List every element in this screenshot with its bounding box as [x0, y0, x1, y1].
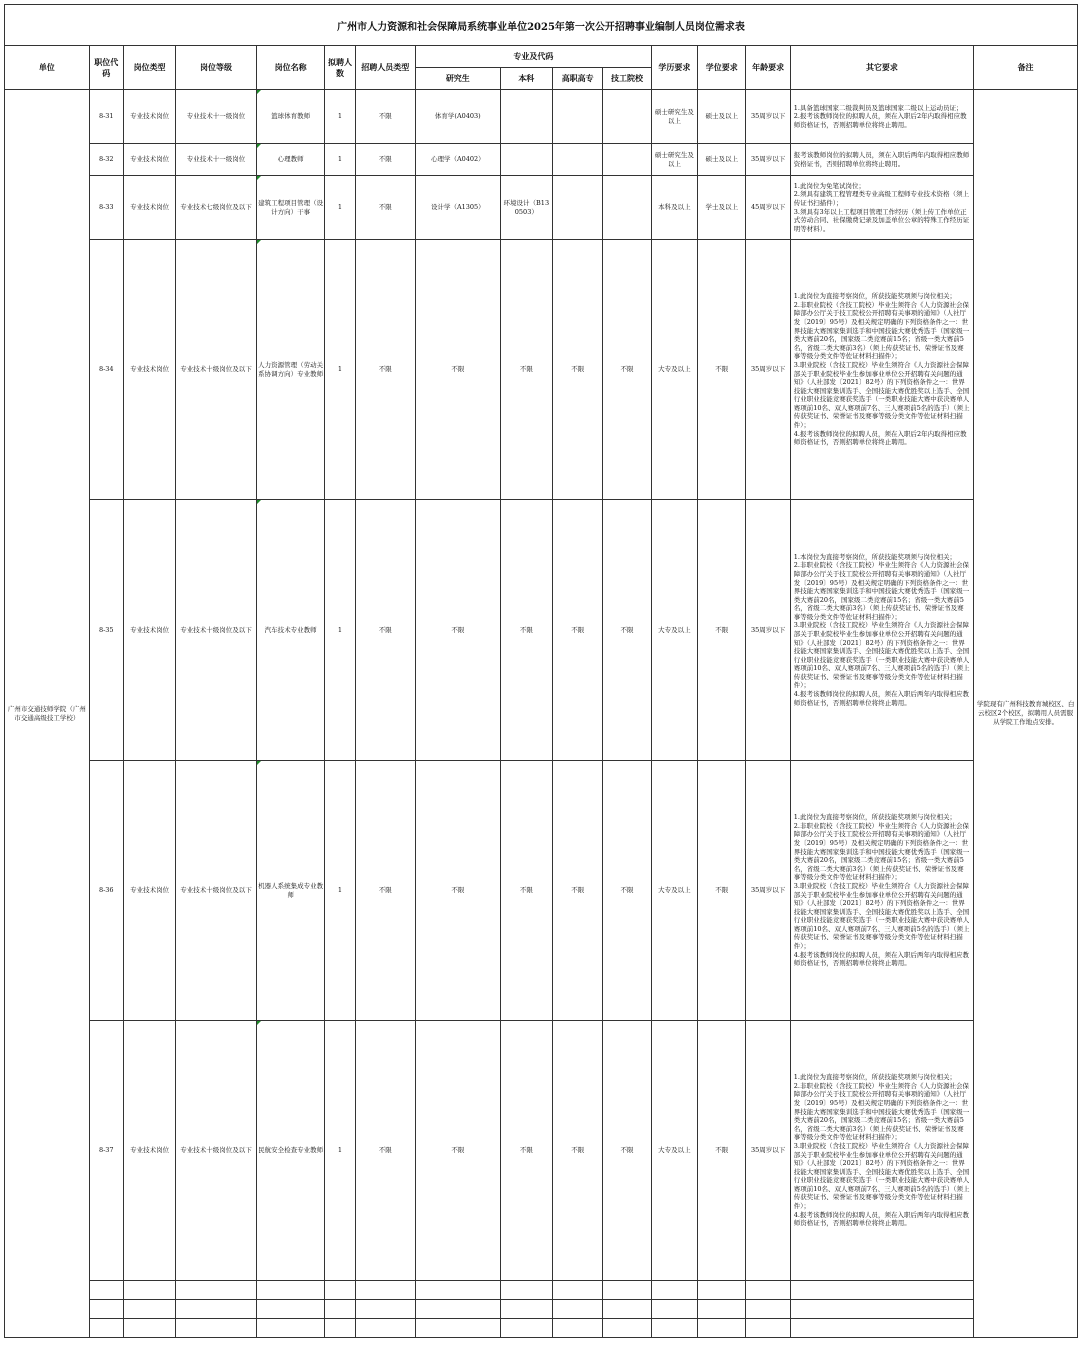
grad-cell: 不限 [416, 761, 501, 1021]
requirements-cell [790, 240, 973, 500]
techschool-cell: 不限 [603, 761, 651, 1021]
level-cell: 专业技术十一级岗位 [176, 90, 257, 144]
header-row [5, 46, 1078, 68]
requirement-line: 4.报考该教师岗位的拟聘人员，须在入职后两年内取得相应教师资格证书，否则招聘单位将终止聘用。 [793, 1210, 969, 1228]
requirement-line: 1.此岗位为免笔试岗位； [793, 181, 865, 190]
header-name: 岗位名称 [256, 46, 325, 90]
requirement-line: 2.非职业院校（含技工院校）毕业生须符合《人力资源社会保障部办公厅关于技工院校公开招聘有关事项的通知》（人社厅发〔2019〕95号）及相关规定明确的下列资格条件之一：世界技能大赛国家集训选手和中国技能大赛优秀选手（国家级一类大赛前20名，国家级二类竞赛前15名；省级一类大赛前5名，省级二类大赛前3名）（须上传获奖证书、荣誉证书及赛事等级分类文件等佐证材料扫描件）； [793, 300, 970, 361]
techschool-cell: 不限 [603, 240, 651, 500]
target-cell: 不限 [355, 500, 415, 761]
header-degree: 学位要求 [698, 46, 746, 90]
grad-cell: 心理学（A0402） [416, 144, 501, 176]
age-cell: 35周岁以下 [746, 1021, 790, 1281]
requirements-cell [790, 176, 973, 240]
table-row [5, 144, 1078, 176]
empty-row [5, 1319, 1078, 1338]
requirement-line: 4.报考该教师岗位的拟聘人员，须在入职后两年内取得相应教师资格证书，否则招聘单位将终止聘用。 [793, 950, 969, 968]
level-cell: 专业技术十级岗位及以下 [176, 500, 257, 761]
age-cell: 35周岁以下 [746, 90, 790, 144]
level-cell: 专业技术十级岗位及以下 [176, 1021, 257, 1281]
requirement-line: 1.本岗位为直接考察岗位，所获技能奖项须与岗位相关； [793, 552, 956, 561]
vocational-cell [553, 176, 603, 240]
requirement-line: 2.须具有建筑工程管理类专业高级工程师专业技术资格（须上传证书扫描件）； [793, 190, 969, 207]
requirement-line: 3.职业院校（含技工院校）毕业生须符合《人力资源社会保障部关于职业院校毕业生参加事业单位公开招聘有关问题的通知》（人社部发〔2021〕82号）的下列资格条件之一：世界技能大赛国家集训选手、全国技能大赛优胜奖以上选手、全国行业职业技能竞赛获奖选手（一类职业技能大赛中获决赛单人赛项前10名、双人赛项前7名、三人赛项前5名的选手）（须上传获奖证书、荣誉证书及赛事等级分类文件等佐证材料扫描件）； [793, 360, 970, 429]
header-count: 拟聘人数 [325, 46, 355, 90]
age-cell: 45周岁以下 [746, 176, 790, 240]
techschool-cell [603, 144, 651, 176]
target-cell: 不限 [355, 90, 415, 144]
level-cell: 专业技术十级岗位及以下 [176, 240, 257, 500]
edu-cell: 大专及以上 [651, 761, 697, 1021]
document-page [4, 4, 1078, 1338]
requirement-line: 1.此岗位为直接考察岗位，所获技能奖项须与岗位相关； [793, 813, 956, 822]
type-cell: 专业技术岗位 [123, 1021, 175, 1281]
name-cell: 民航安全检查专业教师 [256, 1021, 325, 1281]
header-undergrad: 本科 [500, 68, 552, 90]
empty-row [5, 1281, 1078, 1300]
requirement-line: 3.须具有3年以上工程项目管理工作经历（须上传工作单位正式劳动合同、社保缴费记录及加盖单位公章的特殊工作经历证明等材料）。 [793, 207, 970, 233]
degree-cell: 不限 [698, 1021, 746, 1281]
grad-cell: 不限 [416, 500, 501, 761]
name-cell: 汽车技术专业教师 [256, 500, 325, 761]
age-cell: 35周岁以下 [746, 500, 790, 761]
header-age: 年龄要求 [746, 46, 790, 90]
count-cell: 1 [325, 240, 355, 500]
requirement-line: 1.此岗位为直接考察岗位，所获技能奖项须与岗位相关； [793, 1073, 956, 1082]
unit-cell: 广州市交通技师学院（广州市交通高级技工学校） [5, 90, 90, 1338]
table-row [5, 761, 1078, 1021]
requirement-line: 2.非职业院校（含技工院校）毕业生须符合《人力资源社会保障部办公厅关于技工院校公开招聘有关事项的通知》（人社厅发〔2019〕95号）及相关规定明确的下列资格条件之一：世界技能大赛国家集训选手和中国技能大赛优秀选手（国家级一类大赛前20名，国家级二类竞赛前15名；省级一类大赛前5名，省级二类大赛前3名）（须上传获奖证书、荣誉证书及赛事等级分类文件等佐证材料扫描件）； [793, 821, 970, 882]
undergrad-cell: 不限 [500, 240, 552, 500]
degree-cell: 学士及以上 [698, 176, 746, 240]
grad-cell: 不限 [416, 1021, 501, 1281]
techschool-cell [603, 90, 651, 144]
count-cell: 1 [325, 761, 355, 1021]
header-level: 岗位等级 [176, 46, 257, 90]
target-cell: 不限 [355, 144, 415, 176]
code-cell: 8-37 [89, 1021, 123, 1281]
target-cell: 不限 [355, 761, 415, 1021]
techschool-cell: 不限 [603, 500, 651, 761]
requirement-line: 4.报考该教师岗位的拟聘人员，须在入职后2年内取得相应教师资格证书，否则招聘单位将终止聘用。 [793, 429, 967, 447]
level-cell: 专业技术七级岗位及以下 [176, 176, 257, 240]
target-cell: 不限 [355, 176, 415, 240]
code-cell: 8-35 [89, 500, 123, 761]
edu-cell: 本科及以上 [651, 176, 697, 240]
table-row [5, 240, 1078, 500]
table-row [5, 176, 1078, 240]
target-cell: 不限 [355, 1021, 415, 1281]
undergrad-cell: 环境设计（B130503） [500, 176, 552, 240]
code-cell: 8-32 [89, 144, 123, 176]
count-cell: 1 [325, 500, 355, 761]
vocational-cell: 不限 [553, 1021, 603, 1281]
remark-cell: 学院现有广州科技教育城校区、白云校区2个校区，拟聘用人员需服从学院工作地点安排。 [974, 90, 1078, 1338]
undergrad-cell: 不限 [500, 761, 552, 1021]
vocational-cell [553, 90, 603, 144]
requirement-line: 3.职业院校（含技工院校）毕业生须符合《人力资源社会保障部关于职业院校毕业生参加事业单位公开招聘有关问题的通知》（人社部发〔2021〕82号）的下列资格条件之一：世界技能大赛国家集训选手、全国技能大赛优胜奖以上选手、全国行业职业技能竞赛获奖选手（一类职业技能大赛中获决赛单人赛项前10名、双人赛项前7名、三人赛项前5名的选手）（须上传获奖证书、荣誉证书及赛事等级分类文件等佐证材料扫描件）； [793, 1141, 970, 1210]
requirement-line: 3.职业院校（含技工院校）毕业生须符合《人力资源社会保障部关于职业院校毕业生参加事业单位公开招聘有关问题的通知》（人社部发〔2021〕82号）的下列资格条件之一：世界技能大赛国家集训选手、全国技能大赛优胜奖以上选手、全国行业职业技能竞赛获奖选手（一类职业技能大赛中获决赛单人赛项前10名、双人赛项前7名、三人赛项前5名的选手）（须上传获奖证书、荣誉证书及赛事等级分类文件等佐证材料扫描件）； [793, 621, 970, 690]
undergrad-cell [500, 90, 552, 144]
edu-cell: 大专及以上 [651, 1021, 697, 1281]
code-cell: 8-36 [89, 761, 123, 1021]
code-cell: 8-31 [89, 90, 123, 144]
target-cell: 不限 [355, 240, 415, 500]
header-other: 其它要求 [790, 46, 973, 90]
degree-cell: 不限 [698, 761, 746, 1021]
empty-row [5, 1300, 1078, 1319]
degree-cell: 不限 [698, 500, 746, 761]
age-cell: 35周岁以下 [746, 240, 790, 500]
techschool-cell [603, 176, 651, 240]
type-cell: 专业技术岗位 [123, 144, 175, 176]
requirements-cell [790, 1021, 973, 1281]
vocational-cell: 不限 [553, 240, 603, 500]
age-cell: 35周岁以下 [746, 144, 790, 176]
header-remark: 备注 [974, 46, 1078, 90]
count-cell: 1 [325, 1021, 355, 1281]
name-cell: 心理教师 [256, 144, 325, 176]
requirement-line: 2.非职业院校（含技工院校）毕业生须符合《人力资源社会保障部办公厅关于技工院校公开招聘有关事项的通知》（人社厅发〔2019〕95号）及相关规定明确的下列资格条件之一：世界技能大赛国家集训选手和中国技能大赛优秀选手（国家级一类大赛前20名，国家级二类竞赛前15名；省级一类大赛前5名，省级二类大赛前3名）（须上传获奖证书、荣誉证书及赛事等级分类文件等佐证材料扫描件）； [793, 561, 970, 621]
type-cell: 专业技术岗位 [123, 761, 175, 1021]
edu-cell: 硕士研究生及以上 [651, 90, 697, 144]
table-row [5, 1021, 1078, 1281]
requirements-cell [790, 144, 973, 176]
header-type: 岗位类型 [123, 46, 175, 90]
edu-cell: 大专及以上 [651, 240, 697, 500]
requirement-line: 3.职业院校（含技工院校）毕业生须符合《人力资源社会保障部关于职业院校毕业生参加事业单位公开招聘有关问题的通知》（人社部发〔2021〕82号）的下列资格条件之一：世界技能大赛国家集训选手、全国技能大赛优胜奖以上选手、全国行业职业技能竞赛获奖选手（一类职业技能大赛中获决赛单人赛项前10名、双人赛项前7名、三人赛项前5名的选手）（须上传获奖证书、荣誉证书及赛事等级分类文件等佐证材料扫描件）； [793, 881, 970, 950]
edu-cell: 大专及以上 [651, 500, 697, 761]
type-cell: 专业技术岗位 [123, 176, 175, 240]
undergrad-cell: 不限 [500, 1021, 552, 1281]
grad-cell: 设计学（A1305） [416, 176, 501, 240]
undergrad-cell [500, 144, 552, 176]
vocational-cell: 不限 [553, 500, 603, 761]
requirement-line: 4.报考该教师岗位的拟聘人员，须在入职后两年内取得相应教师资格证书，否则招聘单位将终止聘用。 [793, 690, 969, 707]
undergrad-cell: 不限 [500, 500, 552, 761]
page-title: 广州市人力资源和社会保障局系统事业单位2025年第一次公开招聘事业编制人员岗位需求表 [4, 4, 1078, 45]
header-vocational: 高职高专 [553, 68, 603, 90]
grad-cell: 体育学(A0403) [416, 90, 501, 144]
requirement-line: 2.非职业院校（含技工院校）毕业生须符合《人力资源社会保障部办公厅关于技工院校公开招聘有关事项的通知》（人社厅发〔2019〕95号）及相关规定明确的下列资格条件之一：世界技能大赛国家集训选手和中国技能大赛优秀选手（国家级一类大赛前20名，国家级二类竞赛前15名；省级一类大赛前5名，省级二类大赛前3名）（须上传获奖证书、荣誉证书及赛事等级分类文件等佐证材料扫描件）； [793, 1081, 970, 1142]
name-cell: 建筑工程项目管理（设计方向）干事 [256, 176, 325, 240]
count-cell: 1 [325, 144, 355, 176]
requirement-line: 2.报考该教师岗位的拟聘人员，须在入职后2年内取得相应教师资格证书，否则招聘单位将终止聘用。 [793, 112, 967, 129]
degree-cell: 硕士及以上 [698, 144, 746, 176]
type-cell: 专业技术岗位 [123, 90, 175, 144]
vocational-cell [553, 144, 603, 176]
requirements-cell [790, 761, 973, 1021]
edu-cell: 硕士研究生及以上 [651, 144, 697, 176]
requirements-cell [790, 90, 973, 144]
position-table [4, 45, 1078, 1338]
degree-cell: 不限 [698, 240, 746, 500]
header-major-group: 专业及代码 [416, 46, 652, 68]
degree-cell: 硕士及以上 [698, 90, 746, 144]
level-cell: 专业技术十一级岗位 [176, 144, 257, 176]
name-cell: 人力资源管理（劳动关系协调方向）专业教师 [256, 240, 325, 500]
header-unit: 单位 [5, 46, 90, 90]
header-edu: 学历要求 [651, 46, 697, 90]
age-cell: 35周岁以下 [746, 761, 790, 1021]
count-cell: 1 [325, 90, 355, 144]
level-cell: 专业技术十级岗位及以下 [176, 761, 257, 1021]
code-cell: 8-34 [89, 240, 123, 500]
requirement-line: 1.具备篮球国家二级裁判员及篮球国家二级以上运动员证； [793, 103, 963, 112]
grad-cell: 不限 [416, 240, 501, 500]
header-target: 招聘人员类型 [355, 46, 415, 90]
code-cell: 8-33 [89, 176, 123, 240]
header-grad: 研究生 [416, 68, 501, 90]
techschool-cell: 不限 [603, 1021, 651, 1281]
vocational-cell: 不限 [553, 761, 603, 1021]
requirements-cell [790, 500, 973, 761]
requirement-line: 1.此岗位为直接考察岗位，所获技能奖项须与岗位相关； [793, 292, 956, 301]
table-row [5, 90, 1078, 144]
type-cell: 专业技术岗位 [123, 500, 175, 761]
header-techschool: 技工院校 [603, 68, 651, 90]
table-row [5, 500, 1078, 761]
name-cell: 篮球体育教师 [256, 90, 325, 144]
type-cell: 专业技术岗位 [123, 240, 175, 500]
count-cell: 1 [325, 176, 355, 240]
requirement-line: 报考该教师岗位的拟聘人员，须在入职后两年内取得相应教师资格证书，否则招聘单位将终止聘用。 [793, 150, 970, 168]
header-code: 职位代码 [89, 46, 123, 90]
name-cell: 机器人系统集成专业教师 [256, 761, 325, 1021]
